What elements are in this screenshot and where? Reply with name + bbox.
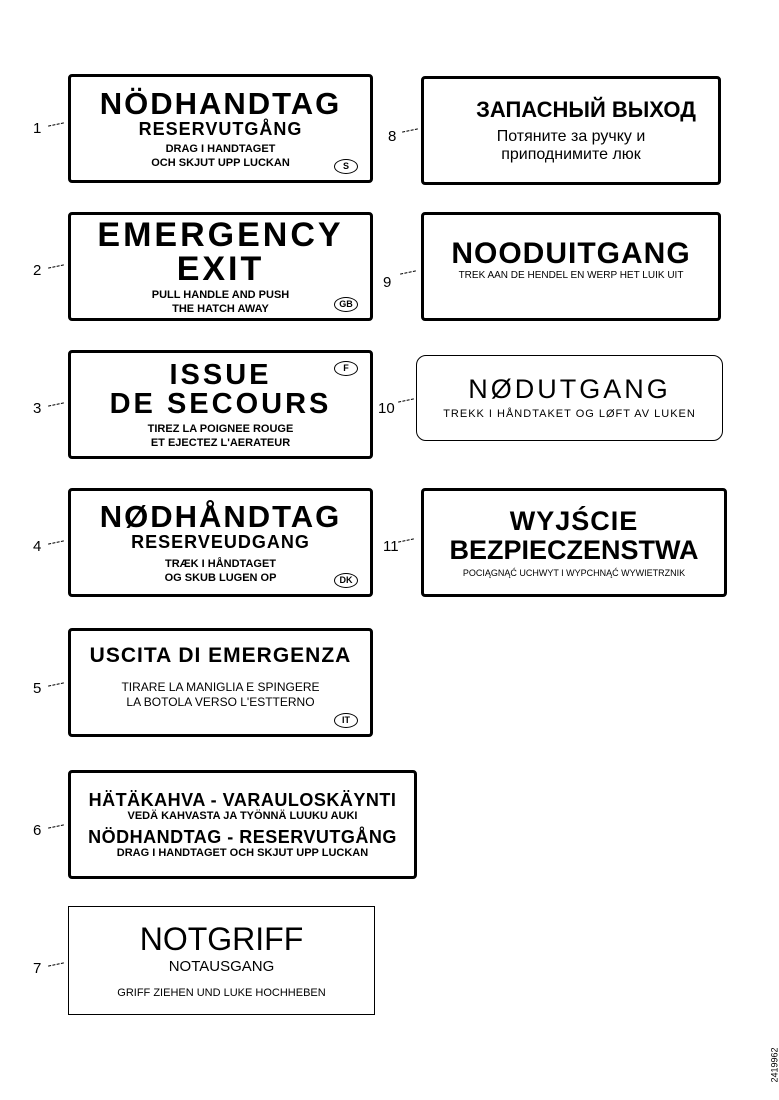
callout-number: 2 — [33, 262, 42, 279]
callout-number: 6 — [33, 822, 42, 839]
sign-instruction: OCH SKJUT UPP LUCKAN — [151, 157, 290, 169]
sign-instruction: LA BOTOLA VERSO L'ESTTERNO — [126, 695, 315, 709]
sign-title: ISSUE — [169, 358, 272, 391]
figure-code: 2419962 — [769, 1047, 779, 1083]
sign-instruction: приподнимите люк — [501, 145, 641, 163]
sign-title: NÖDHANDTAG — [99, 86, 342, 121]
callout-number: 1 — [33, 120, 42, 137]
sign-dutch — [421, 212, 721, 321]
leader-line — [398, 398, 414, 402]
sign-instruction: DRAG I HANDTAGET — [165, 143, 276, 155]
sign-instruction: VEDÄ KAHVASTA JA TYÖNNÄ LUUKU AUKI — [127, 809, 358, 822]
country-badge: S — [334, 159, 358, 174]
leader-line — [398, 538, 414, 542]
leader-line — [48, 962, 64, 966]
sign-title: WYJŚCIE — [509, 505, 639, 536]
sign-russian — [421, 76, 721, 185]
sign-italian — [68, 628, 373, 737]
sign-instruction: DRAG I HANDTAGET OCH SKJUT UPP LUCKAN — [116, 846, 369, 859]
sign-english — [68, 212, 373, 321]
sign-instruction: TIRARE LA MANIGLIA E SPINGERE — [121, 680, 320, 694]
leader-line — [402, 128, 418, 132]
sign-instruction: TRÆK I HÅNDTAGET — [164, 558, 276, 570]
sign-subtitle: RESERVEUDGANG — [131, 532, 310, 552]
sign-subtitle: NOTAUSGANG — [168, 957, 275, 975]
leader-line — [48, 264, 64, 268]
sign-title: BEZPIECZENSTWA — [449, 534, 699, 565]
sign-instruction: TREKK I HÅNDTAKET OG LØFT AV LUKEN — [443, 408, 696, 420]
sign-instruction: TIREZ LA POIGNEE ROUGE — [147, 422, 294, 435]
callout-number: 10 — [378, 400, 395, 417]
callout-number: 5 — [33, 680, 42, 697]
sign-instruction: Потяните за ручку и — [496, 127, 646, 145]
sign-subtitle: RESERVUTGÅNG — [138, 119, 303, 139]
sign-instruction: PULL HANDLE AND PUSH — [151, 289, 290, 301]
callout-number: 3 — [33, 400, 42, 417]
leader-line — [48, 682, 64, 686]
sign-title: NOTGRIFF — [139, 920, 304, 957]
leader-line — [48, 824, 64, 828]
sign-title: EMERGENCY — [97, 216, 344, 254]
sign-instruction: THE HATCH AWAY — [172, 303, 269, 315]
sign-french — [68, 350, 373, 459]
sign-instruction: POCIĄGNĄĆ UCHWYT I WYPCHNĄĆ WYWIETRZNIK — [462, 567, 686, 578]
leader-line — [48, 402, 64, 406]
sign-title: HÄTÄKAHVA - VARAULOSKÄYNTI — [88, 789, 397, 810]
sign-title: DE SECOURS — [109, 387, 332, 420]
sign-finnish-swedish — [68, 770, 417, 879]
callout-number: 9 — [383, 274, 392, 291]
country-badge: IT — [334, 713, 358, 728]
sign-instruction: GRIFF ZIEHEN UND LUKE HOCHHEBEN — [117, 986, 326, 999]
sign-instruction: OG SKUB LUGEN OP — [164, 572, 277, 584]
sign-title: NØDUTGANG — [468, 374, 671, 404]
leader-line — [48, 122, 64, 126]
sign-danish — [68, 488, 373, 597]
callout-number: 7 — [33, 960, 42, 977]
sign-title: NÖDHANDTAG - RESERVUTGÅNG — [88, 826, 397, 847]
sign-swedish — [68, 74, 373, 183]
country-badge: F — [334, 361, 358, 376]
sign-norwegian — [416, 355, 723, 441]
country-badge: GB — [334, 297, 358, 312]
leader-line — [400, 270, 416, 274]
callout-number: 8 — [388, 128, 397, 145]
sign-title: USCITA DI EMERGENZA — [89, 644, 352, 667]
sign-title: EXIT — [176, 250, 265, 288]
sign-title: NØDHÅNDTAG — [99, 499, 342, 534]
callout-number: 11 — [383, 538, 399, 555]
callout-number: 4 — [33, 538, 42, 555]
sign-instruction: ET EJECTEZ L'AERATEUR — [150, 436, 291, 449]
sign-instruction: TREK AAN DE HENDEL EN WERP HET LUIK UIT — [458, 270, 684, 281]
sign-title: NOODUITGANG — [451, 237, 691, 270]
sign-german — [68, 906, 375, 1015]
leader-line — [48, 540, 64, 544]
sign-polish — [421, 488, 727, 597]
country-badge: DK — [334, 573, 358, 588]
sign-title: ЗАПАСНЫЙ ВЫХОД — [476, 96, 696, 122]
